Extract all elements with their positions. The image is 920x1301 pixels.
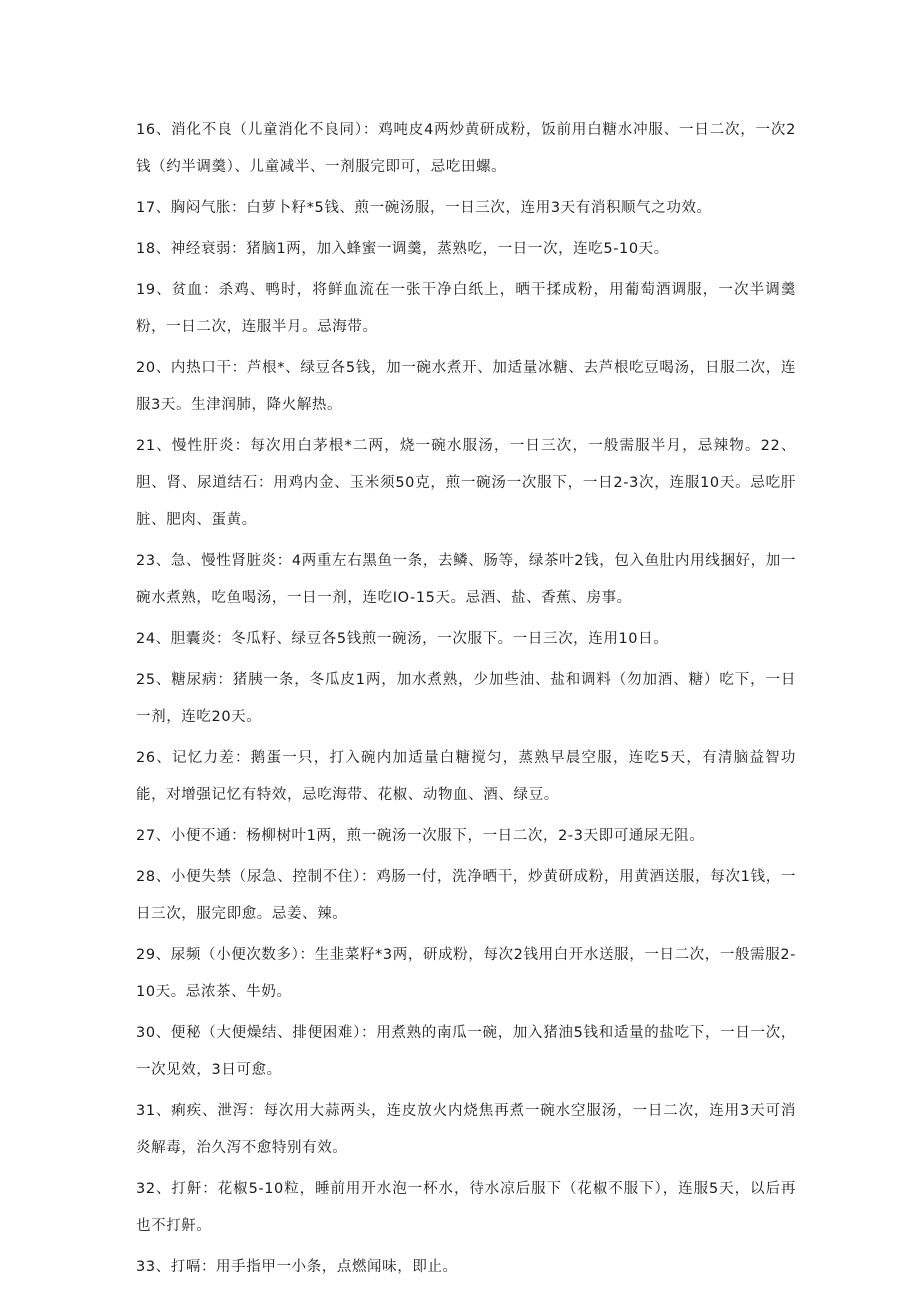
remedy-paragraph-31: 31、痢疾、泄泻：每次用大蒜两头，连皮放火内烧焦再煮一碗水空服汤，一日二次，连用3天可消炎解毒，治久泻不愈特别有效。 — [136, 1103, 796, 1156]
remedy-paragraph-20: 20、内热口干：芦根*、绿豆各5钱，加一碗水煮开、加适量冰糖、去芦根吃豆喝汤，日服二次，连服3天。生津润肺，降火解热。 — [136, 360, 796, 413]
document-body — [136, 112, 796, 1290]
remedy-paragraph-27: 27、小便不通：杨柳树叶1两，煎一碗汤一次服下，一日二次，2-3天即可通尿无阻。 — [136, 828, 705, 844]
remedy-paragraph-30: 30、便秘（大便燥结、排便困难）：用煮熟的南瓜一碗，加入猪油5钱和适量的盐吃下，一日一次，一次见效，3日可愈。 — [136, 1025, 796, 1078]
remedy-paragraph-29: 29、尿频（小便次数多）：生韭菜籽*3两，研成粉，每次2钱用白开水送服，一日二次，一般需服2-10天。忌浓茶、牛奶。 — [136, 947, 796, 1000]
remedy-paragraph-23: 23、急、慢性肾脏炎：4两重左右黑鱼一条，去鳞、肠等，绿茶叶2钱，包入鱼肚内用线捆好，加一碗水煮熟，吃鱼喝汤，一日一剂，连吃IO-15天。忌酒、盐、香蕉、房事。 — [136, 553, 796, 606]
remedy-paragraph-17: 17、胸闷气胀：白萝卜籽*5钱、煎一碗汤服，一日三次，连用3天有消积顺气之功效。 — [136, 200, 712, 216]
remedy-paragraph-16: 16、消化不良（儿童消化不良同）：鸡吨皮4两炒黄研成粉，饭前用白糖水冲服、一日二次，一次2钱（约半调羹）、儿童减半、一剂服完即可，忌吃田螺。 — [136, 122, 796, 175]
remedy-paragraph-33: 33、打嗝：用手指甲一小条，点燃闻味，即止。 — [136, 1259, 458, 1275]
remedy-paragraph-25: 25、糖尿病：猪胰一条，冬瓜皮1两，加水煮熟，少加些油、盐和调料（勿加酒、糖）吃下，一日一剂，连吃20天。 — [136, 672, 796, 725]
remedy-paragraph-19: 19、贫血：杀鸡、鸭时，将鲜血流在一张干净白纸上，晒干揉成粉，用葡萄酒调服，一次半调羹粉，一日二次，连服半月。忌海带。 — [136, 282, 796, 335]
remedy-paragraph-24: 24、胆囊炎：冬瓜籽、绿豆各5钱煎一碗汤，一次服下。一日三次，连用10日。 — [136, 631, 669, 647]
remedy-paragraph-21-22: 21、慢性肝炎：每次用白茅根*二两，烧一碗水服汤，一日三次，一般需服半月，忌辣物。22、胆、肾、尿道结石：用鸡内金、玉米须50克，煎一碗汤一次服下，一日2-3次，连服10天。忌吃肝脏、肥肉、蛋黄。 — [136, 438, 796, 528]
remedy-paragraph-18: 18、神经衰弱：猪脑1两，加入蜂蜜一调羹，蒸熟吃，一日一次，连吃5-10天。 — [136, 241, 669, 257]
remedy-paragraph-28: 28、小便失禁（尿急、控制不住）：鸡肠一付，洗净晒干，炒黄研成粉，用黄酒送服，每次1钱，一日三次，服完即愈。忌姜、辣。 — [136, 869, 796, 922]
remedy-paragraph-32: 32、打鼾：花椒5-10粒，睡前用开水泡一杯水，待水凉后服下（花椒不服下），连服5天，以后再也不打鼾。 — [136, 1181, 796, 1234]
remedy-paragraph-26: 26、记忆力差：鹅蛋一只，打入碗内加适量白糖搅匀，蒸熟早晨空服，连吃5天，有清脑益智功能，对增强记忆有特效，忌吃海带、花椒、动物血、酒、绿豆。 — [136, 750, 796, 803]
